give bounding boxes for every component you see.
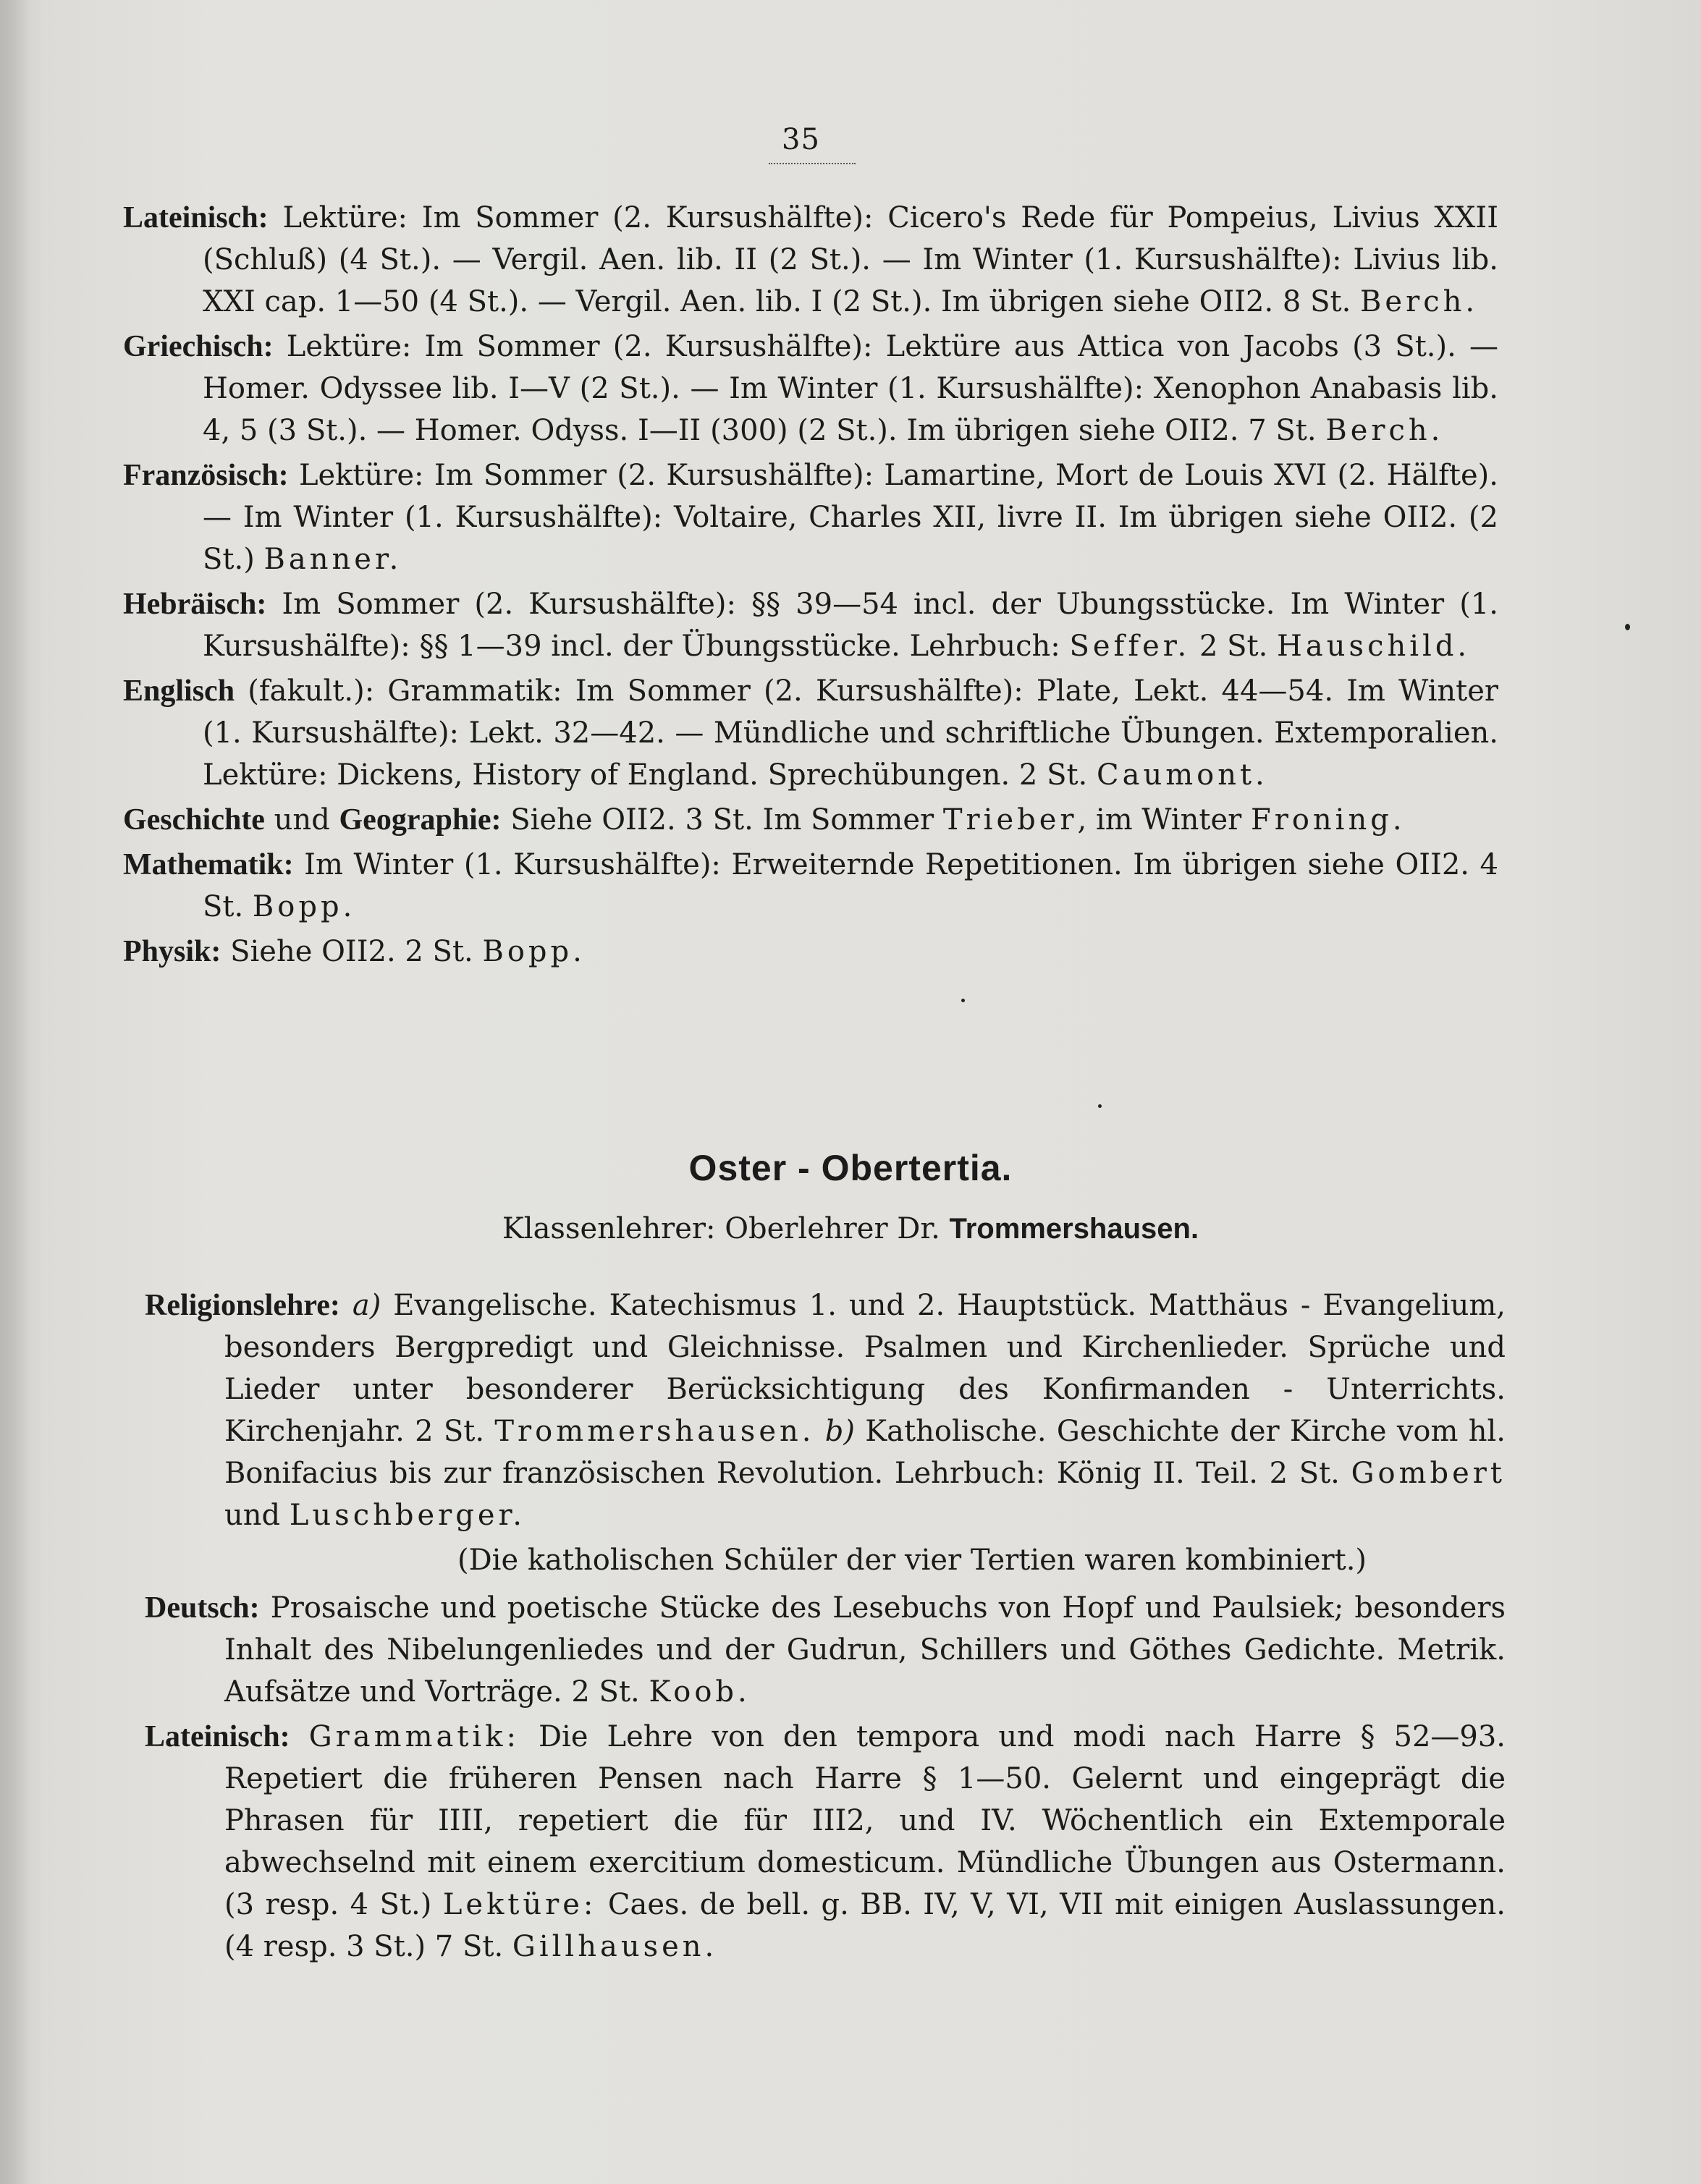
subject-entry	[123, 583, 1498, 667]
subject-entry	[123, 454, 1498, 580]
teacher-name: Gombert	[1351, 1457, 1506, 1490]
enumeration-label: a)	[352, 1289, 381, 1322]
subject-heading: Französisch:	[123, 459, 289, 492]
teacher-name: Lektüre:	[442, 1888, 597, 1921]
teacher-name: Bopp.	[252, 890, 356, 923]
entry-text: Lektüre: Im Sommer (2. Kursushälfte): Lektüre aus Attica von Jacobs (3 St.). — Homer. Odyssee lib. I—V (2 St.). — Im Winter (1. Kursushälfte): Xenophon Anabasis lib. 4, 5 (3 St.). — Homer. Odyss. I—II (300) (2 St.). Im übrigen siehe OII2. 7 St.	[203, 330, 1498, 447]
entry-text: , im Winter	[1077, 803, 1251, 837]
teacher-name: Berch.	[1325, 414, 1444, 447]
page-number: 35	[782, 123, 820, 156]
subject-heading: Mathematik:	[123, 848, 294, 881]
teacher-name: Bopp.	[482, 935, 586, 968]
teacher-name: Gillhausen.	[512, 1930, 718, 1963]
top-section-text	[123, 197, 1498, 975]
subject-heading: Hebräisch:	[123, 588, 267, 621]
class-teacher-name: Trommershausen.	[949, 1213, 1199, 1245]
entry-text: Siehe OII2. 2 St.	[221, 935, 483, 968]
subject-heading: Lateinisch:	[123, 201, 269, 234]
entry-text: Prosaische und poetische Stücke des Lesebuchs von Hopf und Paulsiek; besonders Inhalt des Nibelungenliedes und der Gudrun, Schillers und Göthes Gedichte. Metrik. Aufsätze und Vorträge. 2 St.	[224, 1591, 1506, 1709]
subject-entry	[123, 931, 1498, 973]
teacher-name: Banner.	[263, 543, 402, 576]
section-title: Oster - Obertertia.	[688, 1148, 1013, 1188]
subject-heading: Englisch	[123, 674, 235, 708]
teacher-name: Froning.	[1250, 803, 1406, 837]
class-teacher-label: Klassenlehrer: Oberlehrer Dr.	[502, 1212, 940, 1245]
entry-text: Caes. de bell. g. BB. IV, V, VI, VII mit einigen Auslassungen. (4 resp. 3 St.) 7 St.	[224, 1888, 1506, 1963]
entry-text	[814, 1415, 824, 1448]
section-text	[145, 1284, 1506, 1971]
teacher-name: Hauschild.	[1277, 630, 1471, 663]
teacher-name: Trommershausen.	[494, 1415, 815, 1448]
section-note: (Die katholischen Schüler der vier Tertien waren kombiniert.)	[457, 1544, 1367, 1577]
teacher-name: Luschberger.	[289, 1499, 526, 1532]
class-teacher-line	[0, 1212, 1701, 1245]
subject-entry	[145, 1587, 1506, 1713]
entry-text: (fakult.): Grammatik: Im Sommer (2. Kursushälfte): Plate, Lekt. 44—54. Im Winter (1. Kursushälfte): Lekt. 32—42. — Mündliche und schriftliche Übungen. Extemporalien. Lektüre: Dickens, History of England. Sprechübungen. 2 St.	[203, 674, 1498, 792]
entry-text: Lektüre: Im Sommer (2. Kursushälfte): Lamartine, Mort de Louis XVI (2. Hälfte). — Im Winter (1. Kursushälfte): Voltaire, Charles XII, livre II. Im übrigen siehe OII2. (2 St.)	[203, 459, 1498, 576]
subject-heading: Lateinisch:	[145, 1720, 290, 1753]
teacher-name: Trieber	[942, 803, 1078, 837]
teacher-name: Caumont.	[1096, 758, 1268, 792]
entry-text: 2 St.	[1190, 630, 1278, 663]
ink-speck	[1625, 624, 1630, 630]
subject-heading: Geographie:	[339, 803, 502, 837]
page-edge-shadow	[0, 0, 29, 2184]
teacher-name: Grammatik:	[308, 1720, 520, 1753]
subject-entry	[123, 799, 1498, 841]
subject-entry	[123, 670, 1498, 796]
subject-heading: Deutsch:	[145, 1591, 260, 1625]
subject-heading: Griechisch:	[123, 330, 274, 363]
subject-heading: Religionslehre:	[145, 1289, 340, 1322]
entry-text: Siehe OII2. 3 St. Im Sommer	[501, 803, 943, 837]
subject-entry	[145, 1716, 1506, 1968]
entry-text	[340, 1289, 353, 1322]
entry-text	[290, 1720, 309, 1753]
entry-text: und	[224, 1499, 290, 1532]
entry-text: Die Lehre von den tempora und modi nach Harre § 52—93. Repetiert die früheren Pensen nach Harre § 1—50. Gelernt und eingeprägt die Phrasen für IIII, repetiert die für III2, und IV. Wöchentlich ein Extemporale abwechselnd mit einem exercitium domesticum. Mündliche Übungen aus Ostermann. (3 resp. 4 St.)	[224, 1720, 1506, 1921]
teacher-name: Koob.	[649, 1675, 751, 1709]
ink-speck	[1098, 1104, 1102, 1108]
subject-heading: Physik:	[123, 935, 221, 968]
entry-text: und	[264, 803, 339, 837]
teacher-name: Seffer.	[1069, 630, 1191, 663]
entry-text: Im Winter (1. Kursushälfte): Erweiternde Repetitionen. Im übrigen siehe OII2. 4 St.	[203, 848, 1498, 923]
enumeration-label: b)	[824, 1415, 855, 1448]
ink-speck	[961, 999, 965, 1002]
entry-text: Im Sommer (2. Kursushälfte): §§ 39—54 incl. der Ubungsstücke. Im Winter (1. Kursushälfte): §§ 1—39 incl. der Übungsstücke. Lehrbuch:	[203, 588, 1498, 663]
entry-text: Evangelische. Katechismus 1. und 2. Hauptstück. Matthäus - Evangelium, besonders Bergpredigt und Gleichnisse. Psalmen und Kirchenlieder. Sprüche und Lieder unter besonderer Berücksichtigung des Konfirmanden - Unterrichts. Kirchenjahr. 2 St.	[224, 1289, 1506, 1448]
entry-text: Lektüre: Im Sommer (2. Kursushälfte): Cicero's Rede für Pompeius, Livius XXII (Schluß) (4 St.). — Vergil. Aen. lib. II (2 St.). — Im Winter (1. Kursushälfte): Livius lib. XXI cap. 1—50 (4 St.). — Vergil. Aen. lib. I (2 St.). Im übrigen siehe OII2. 8 St.	[203, 201, 1498, 318]
subject-entry	[123, 326, 1498, 452]
teacher-name: Berch.	[1360, 285, 1479, 318]
subject-heading: Geschichte	[123, 803, 265, 837]
subject-entry	[145, 1284, 1506, 1536]
page-number-ornament	[769, 163, 856, 166]
entry-text: Katholische. Geschichte der Kirche vom hl. Bonifacius bis zur französischen Revolution. Lehrbuch: König II. Teil. 2 St.	[224, 1415, 1506, 1490]
subject-entry	[123, 844, 1498, 928]
subject-entry	[123, 197, 1498, 323]
